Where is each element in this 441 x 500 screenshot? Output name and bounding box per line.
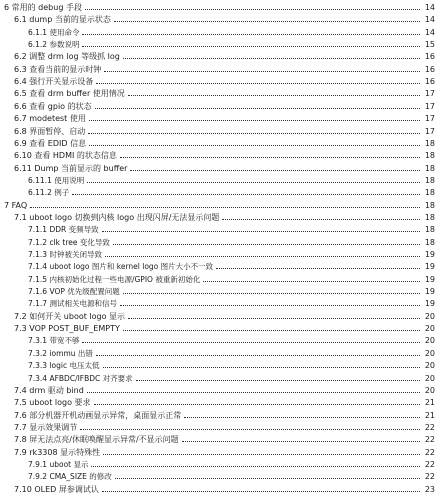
toc-entry-page-number: 21 [424, 410, 435, 420]
toc-entry-title: 6.3 查看当前的显示时钟 [14, 64, 102, 74]
toc-entry-title: 7.9.2 CMA_SIZE 的修改 [28, 472, 112, 482]
toc-entry-page-number: 19 [424, 287, 435, 297]
toc-entry-title: 6.5 查看 drm buffer 使用情况 [14, 89, 125, 99]
toc-entry-page-number: 18 [424, 200, 435, 210]
toc-entry-page-number: 14 [424, 27, 435, 37]
toc-entry-title: 6.11 Dump 当前显示的 buffer [14, 163, 128, 173]
toc-entry-title: 6.1.2 参数说明 [28, 40, 80, 50]
toc-entry-title: 7.10 OLED 屏参调试认 [14, 484, 99, 494]
toc-entry-title: 6.6 查看 gpio 的状态 [14, 101, 92, 111]
toc-entry-title: 6.2 调整 drm log 等级抓 log [14, 52, 120, 62]
toc-entry-page-number: 18 [424, 163, 435, 173]
toc-entry-title: 7.1.7 测试相关电源和信号 [28, 299, 117, 309]
toc-entry-page-number: 17 [424, 101, 435, 111]
toc-entry-title: 6.11.1 使用说明 [28, 175, 85, 185]
toc-entry[interactable] [0, 480, 441, 494]
toc-entry-title: 7.7 显示效果调节 [14, 422, 78, 432]
toc-entry-title: 6 常用的 debug 手段 [4, 3, 82, 12]
toc-entry-page-number: 18 [424, 138, 435, 148]
toc-entry-title: 6.4 强行开关显示设备 [14, 77, 94, 87]
toc-entry-title: 7.2 如何开关 uboot logo 显示 [14, 311, 126, 321]
toc-entry-title: 7.8 屏无法点亮/休眠唤醒显示异常/不显示问题 [14, 435, 179, 445]
toc-entry-title: 7.3.1 带宽不够 [28, 336, 80, 346]
toc-entry-page-number: 20 [424, 311, 435, 321]
toc-entry-title: 7.1.5 内核初始化过程一些电源/GPIO 被重新初始化 [28, 274, 201, 284]
toc-entry-page-number: 22 [424, 435, 435, 445]
toc-entry-title: 6.10 查看 HDMI 的状态信息 [14, 151, 117, 161]
toc-entry-page-number: 14 [424, 15, 435, 25]
toc-entry-title: 6.8 界面暂停、启动 [14, 126, 86, 136]
toc-entry-page-number: 16 [424, 64, 435, 74]
toc-entry-title: 7.1.4 uboot logo 图片和 kernel logo 图片大小不一致 [28, 262, 214, 272]
toc-entry-title: 6.1.1 使用命令 [28, 27, 80, 37]
toc-entry-title: 7 FAQ [4, 200, 28, 210]
toc-entry-title: 7.3 VOP POST_BUF_EMPTY [14, 324, 120, 334]
toc-entry-page-number: 23 [424, 484, 435, 494]
toc-entry-title: 7.5 uboot logo 要求 [14, 398, 91, 408]
toc-entry-title: 6.11.2 例子 [28, 188, 70, 198]
toc-entry-page-number: 18 [424, 225, 435, 235]
toc-entry-page-number: 19 [424, 250, 435, 259]
toc-entry-page-number: 22 [424, 422, 435, 432]
toc-entry-page-number: 20 [424, 361, 435, 371]
toc-entry-title: 7.4 drm 驱动 bind [14, 385, 84, 395]
toc-entry-page-number: 16 [424, 52, 435, 62]
toc-entry-title: 7.1.2 clk tree 变化导致 [28, 237, 110, 247]
toc-entry-title: 7.1 uboot logo 切换到内核 logo 出现闪屏/无法显示问题 [14, 212, 220, 222]
toc-entry-title: 7.1.6 VOP 优先级配置问题 [28, 287, 120, 297]
toc-entry-page-number: 15 [424, 40, 435, 50]
toc-entry-page-number: 18 [424, 175, 435, 185]
toc-entry-page-number: 18 [424, 212, 435, 222]
toc-entry-title: 7.6 部分机器开机动画显示异常，桌面显示正常 [14, 410, 182, 420]
toc-entry-page-number: 18 [424, 151, 435, 161]
toc-entry-page-number: 22 [424, 459, 435, 469]
toc-entry-title: 7.1.1 DDR 变频导致 [28, 225, 99, 235]
toc-entry-page-number: 17 [424, 114, 435, 124]
toc-entry-page-number: 22 [424, 447, 435, 457]
toc-entry-title: 7.3.3 logic 电压太低 [28, 361, 100, 371]
toc-entry-title: 6.9 查看 EDID 信息 [14, 138, 87, 148]
toc-entry-page-number: 21 [424, 398, 435, 408]
toc-entry-page-number: 19 [424, 262, 435, 272]
toc-entry-title: 7.1.3 时钟被关闭导致 [28, 250, 102, 259]
toc-entry-title: 6.7 modetest 使用 [14, 114, 86, 124]
toc-entry-title: 7.3.4 AFBDC/IFBDC 对齐要求 [28, 373, 133, 383]
toc-entry-page-number: 19 [424, 299, 435, 309]
toc-entry-page-number: 20 [424, 373, 435, 383]
toc-entry-page-number: 20 [424, 348, 435, 358]
toc-entry-page-number: 17 [424, 89, 435, 99]
toc-entry-page-number: 16 [424, 77, 435, 87]
toc-entry-page-number: 18 [424, 237, 435, 247]
dot-leader [102, 491, 420, 492]
toc-entry-page-number: 19 [424, 274, 435, 284]
toc-entry-title: 6.1 dump 当前的显示状态 [14, 15, 111, 25]
toc-entry-page-number: 18 [424, 188, 435, 198]
toc-entry-title: 7.9.1 uboot 显示 [28, 459, 89, 469]
toc-entry-page-number: 22 [424, 472, 435, 482]
toc-entry-page-number: 14 [424, 3, 435, 12]
toc-entry-page-number: 20 [424, 324, 435, 334]
toc-entry-page-number: 20 [424, 385, 435, 395]
toc-entry-title: 7.3.2 iommu 出错 [28, 348, 93, 358]
toc-entry-title: 7.9 rk3308 显示特殊性 [14, 447, 101, 457]
toc-entry-page-number: 17 [424, 126, 435, 136]
toc-entry-page-number: 20 [424, 336, 435, 346]
